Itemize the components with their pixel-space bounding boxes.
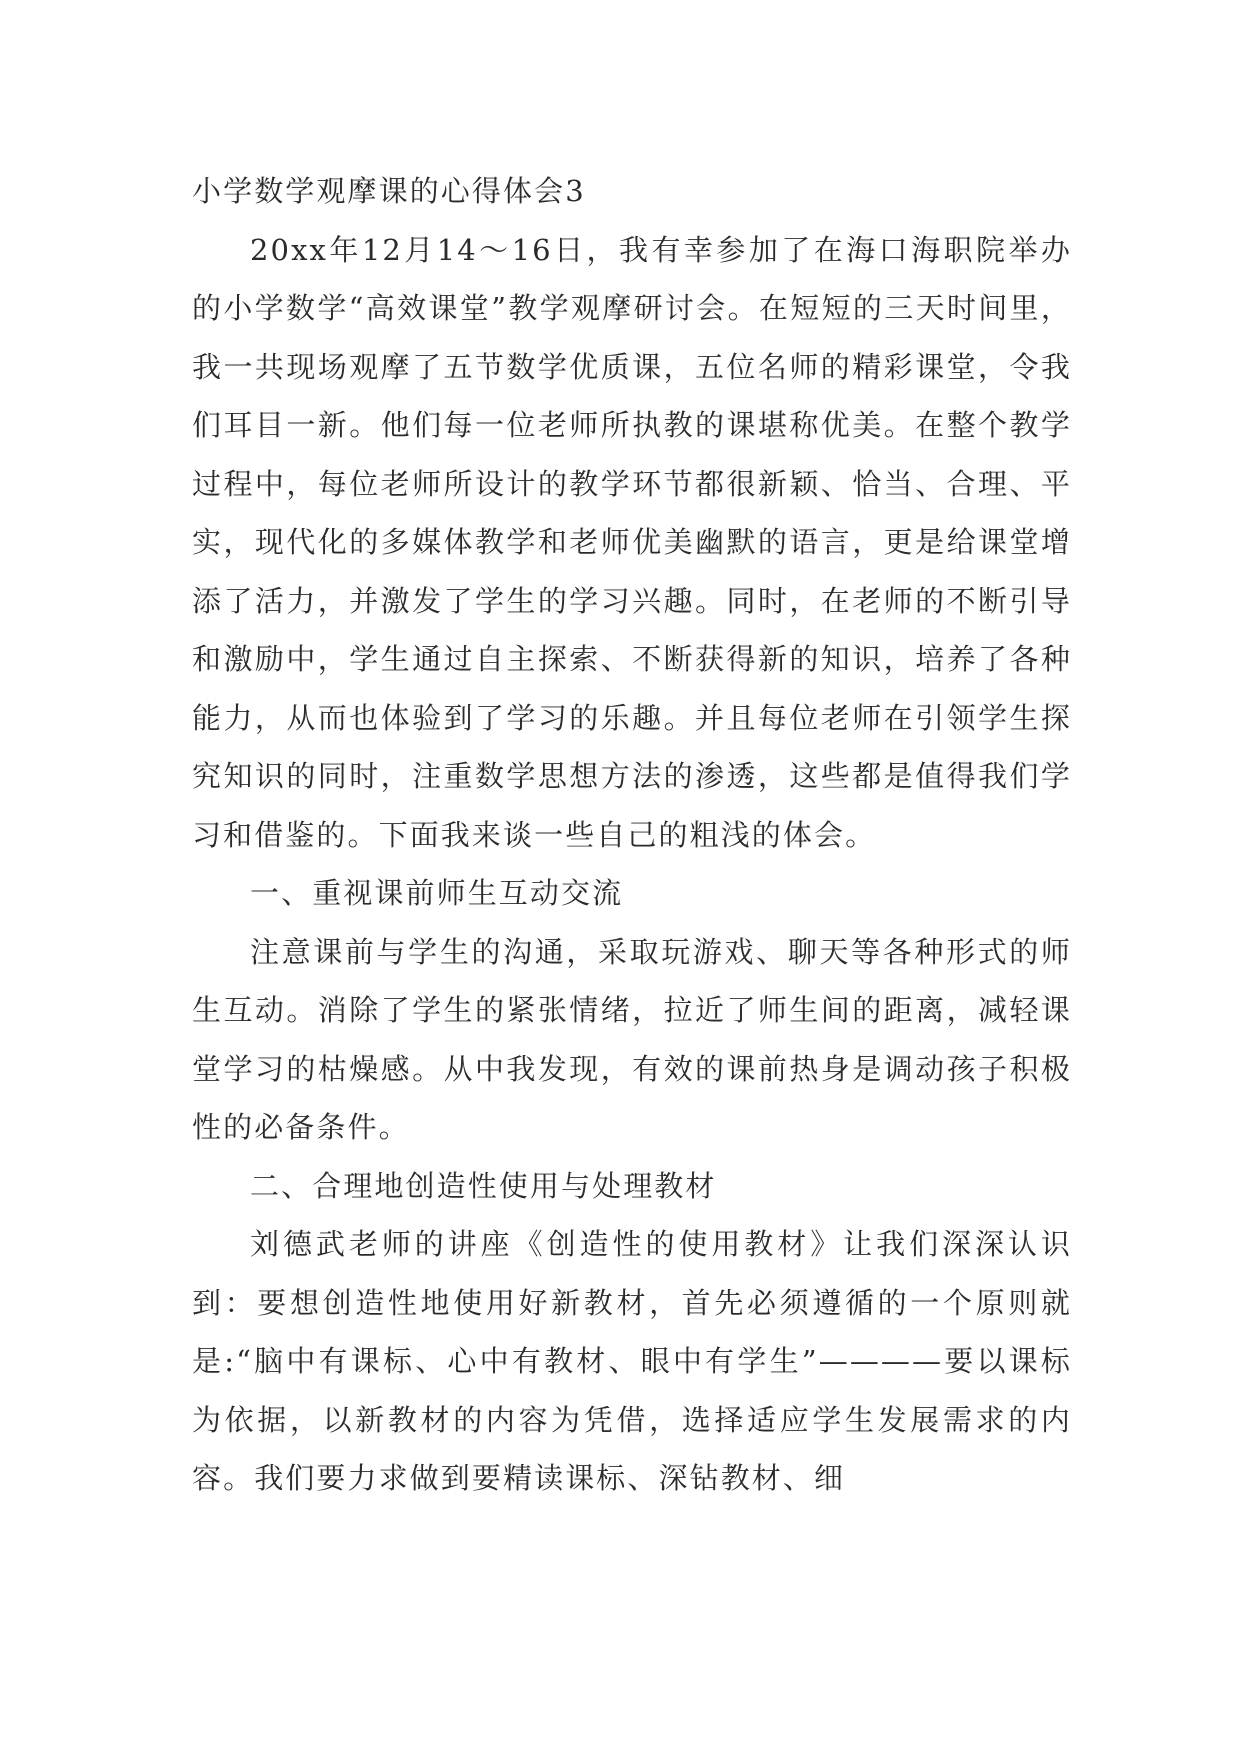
paragraph-section-1: 注意课前与学生的沟通，采取玩游戏、聊天等各种形式的师生互动。消除了学生的紧张情绪，拉近了师生间的距离，减轻课堂学习的枯燥感。从中我发现，有效的课前热身是调动孩子积极性的必备条件。 [192, 934, 1072, 1144]
paragraph-section-2: 刘德武老师的讲座《创造性的使用教材》让我们深深认识到：要想创造性地使用好新教材，首先必须遵循的一个原则就是:“脑中有课标、心中有教材、眼中有学生”————要以课标为依据，以新教材的内容为凭借，选择适应学生发展需求的内容。我们要力求做到要精读课标、深钻教材、细 [192, 1227, 1072, 1495]
paragraph-intro: 20xx年12月14～16日，我有幸参加了在海口海职院举办的小学数学“高效课堂”教学观摩研讨会。在短短的三天时间里，我一共现场观摩了五节数学优质课，五位名师的精彩课堂，令我们耳目一新。他们每一位老师所执教的课堪称优美。在整个教学过程中，每位老师所设计的教学环节都很新颖、恰当、合理、平实，现代化的多媒体教学和老师优美幽默的语言，更是给课堂增添了活力，并激发了学生的学习兴趣。同时，在老师的不断引导和激励中，学生通过自主探索、不断获得新的知识，培养了各种能力，从而也体验到了学习的乐趣。并且每位老师在引领学生探究知识的同时，注重数学思想方法的渗透，这些都是值得我们学习和借鉴的。下面我来谈一些自己的粗浅的体会。 [192, 232, 1072, 852]
section-heading-1: 一、重视课前师生互动交流 [250, 876, 624, 910]
document-title: 小学数学观摩课的心得体会3 [192, 174, 586, 208]
section-heading-2: 二、合理地创造性使用与处理教材 [250, 1168, 717, 1203]
document-body [192, 162, 1072, 1508]
